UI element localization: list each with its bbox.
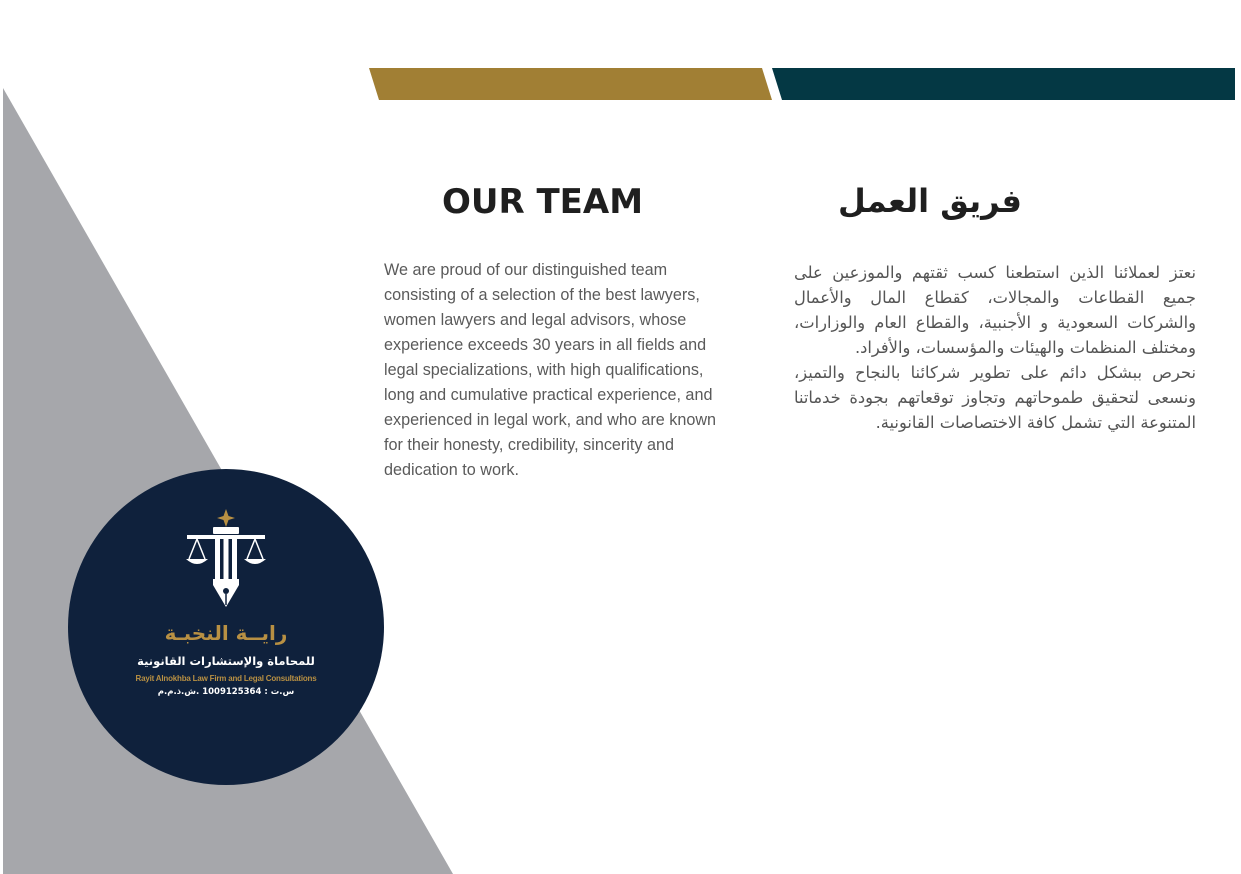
- team-description-ar: [794, 260, 1196, 435]
- team-description-en: [384, 258, 729, 483]
- gold-stripe: [369, 68, 772, 100]
- teal-stripe: [772, 68, 1235, 100]
- scales-of-justice-pen-icon: [181, 509, 271, 619]
- heading-en: OUR TEAM: [441, 182, 644, 222]
- paragraph-ar-2: نحرص ببشكل دائم على تطوير شركائنا بالنجاح والتميز، ونسعى لتحقيق طموحاتهم وتجاوز توقعاتهم بجودة خدماتنا المتنوعة التي تشمل كافة الاختصاصات القانونية.: [794, 363, 1196, 432]
- paragraph-ar-1: نعتز لعملائنا الذين استطعنا كسب ثقتهم والموزعين على جميع القطاعات والمجالات، كقطاع المال والأعمال والشركات السعودية و الأجنبية، والقطاع العام والوزارات، ومختلف المنظمات والهيئات والمؤسسات، والأفراد.: [794, 263, 1196, 357]
- logo-registration: س.ت : 1009125364 .ش.ذ.م.م: [157, 687, 295, 697]
- logo-name-ar: رايــة النخبـة: [164, 621, 288, 645]
- heading-ar: فريق العمل: [838, 182, 1022, 220]
- logo-subtitle-ar: للمحاماة والإستشارات القانونية: [137, 654, 315, 668]
- paragraph-en: We are proud of our distinguished team consisting of a selection of the best lawyers, women lawyers and legal advisors, whose experience exceeds 30 years in all fields and legal specializations, with high qualifications, long and cumulative practical experience, and experienced in legal work, and who are known for their honesty, credibility, sincerity and dedication to work.: [384, 261, 717, 479]
- logo-subtitle-en: Rayit Alnokhba Law Firm and Legal Consultations: [135, 674, 317, 683]
- header-stripes: [0, 0, 1241, 120]
- company-logo: [68, 469, 384, 785]
